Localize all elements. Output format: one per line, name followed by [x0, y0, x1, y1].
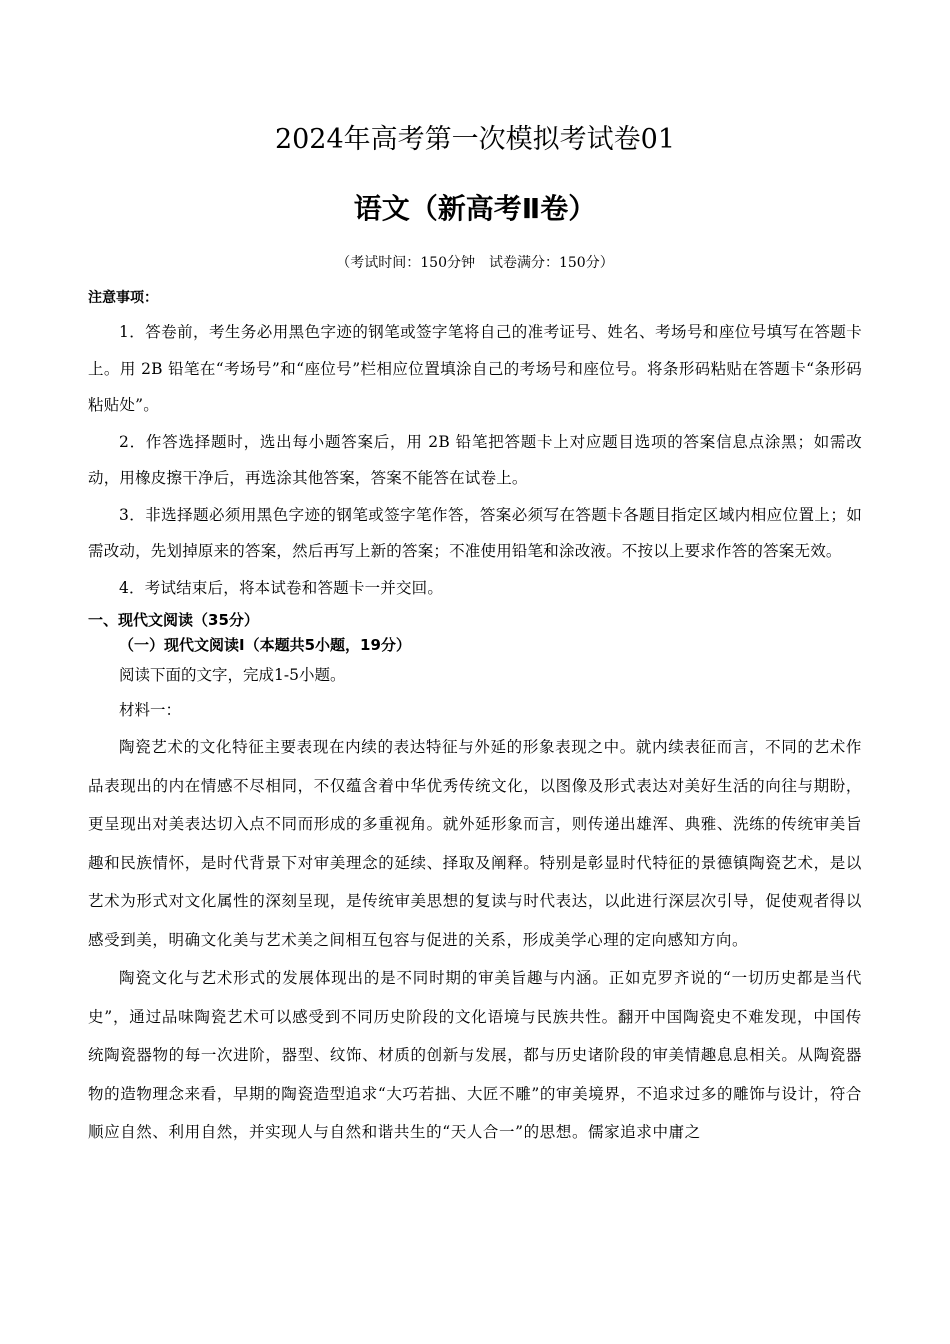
notice-heading: 注意事项： — [88, 290, 158, 306]
material-label: 材料一： — [119, 701, 182, 719]
exam-content — [88, 286, 862, 1152]
exam-title: 2024年高考第一次模拟考试卷01 — [274, 124, 676, 155]
notice-item-1: 1．答卷前，考生务必用黑色字迹的钢笔或签字笔将自己的准考证号、姓名、考场号和座位号填写在答题卡上。用 2B 铅笔在“考场号”和“座位号”栏相应位置填涂自己的考场号和座位号。将条形码粘贴在答题卡“条形码粘贴处”。 — [88, 323, 862, 414]
notice-item-2: 2．作答选择题时，选出每小题答案后，用 2B 铅笔把答题卡上对应题目选项的答案信息点涂黑；如需改动，用橡皮擦干净后，再选涂其他答案，答案不能答在试卷上。 — [88, 432, 862, 487]
exam-subtitle: 语文（新高考Ⅱ卷） — [353, 192, 597, 225]
material-paragraph-2: 陶瓷文化与艺术形式的发展体现出的是不同时期的审美旨趣与内涵。正如克罗齐说的“一切历史都是当代史”，通过品味陶瓷艺术可以感受到不同历史阶段的文化语境与民族共性。翻开中国陶瓷史不难发现，中国传统陶瓷器物的每一次进阶，器型、纹饰、材质的创新与发展，都与历史诸阶段的审美情趣息息相关。从陶瓷器物的造物理念来看，早期的陶瓷造型追求“大巧若拙、大匠不雕”的审美境界，不追求过多的雕饰与设计，符合顺应自然、利用自然，并实现人与自然和谐共生的“天人合一”的思想。儒家追求中庸之 — [88, 969, 862, 1141]
material-paragraph-1: 陶瓷艺术的文化特征主要表现在内续的表达特征与外延的形象表现之中。就内续表征而言，不同的艺术作品表现出的内在情感不尽相同，不仅蕴含着中华优秀传统文化，以图像及形式表达对美好生活的向往与期盼，更呈现出对美表达切入点不同而形成的多重视角。就外延形象而言，则传递出雄浑、典雅、洗练的传统审美旨趣和民族情怀，是时代背景下对审美理念的延续、择取及阐释。特别是彰显时代特征的景德镇陶瓷艺术，是以艺术为形式对文化属性的深刻呈现，是传统审美思想的复读与时代表达，以此进行深层次引导，促使观者得以感受到美，明确文化美与艺术美之间相互包容与促进的关系，形成美学心理的定向感知方向。 — [88, 738, 862, 949]
reading-instruction: 阅读下面的文字，完成1-5小题。 — [119, 666, 346, 684]
subsection-heading: （一）现代文阅读Ⅰ（本题共5小题，19分） — [119, 636, 411, 654]
notice-item-4: 4．考试结束后，将本试卷和答题卡一并交回。 — [119, 578, 444, 597]
section-heading: 一、现代文阅读（35分） — [88, 611, 259, 629]
exam-info: （考试时间：150分钟 试卷满分：150分） — [336, 255, 614, 271]
notice-item-3: 3．非选择题必须用黑色字迹的钢笔或签字笔作答，答案必须写在答题卡各题目指定区域内相应位置上；如需改动，先划掉原来的答案，然后再写上新的答案；不准使用铅笔和涂改液。不按以上要求作答的答案无效。 — [88, 505, 862, 560]
